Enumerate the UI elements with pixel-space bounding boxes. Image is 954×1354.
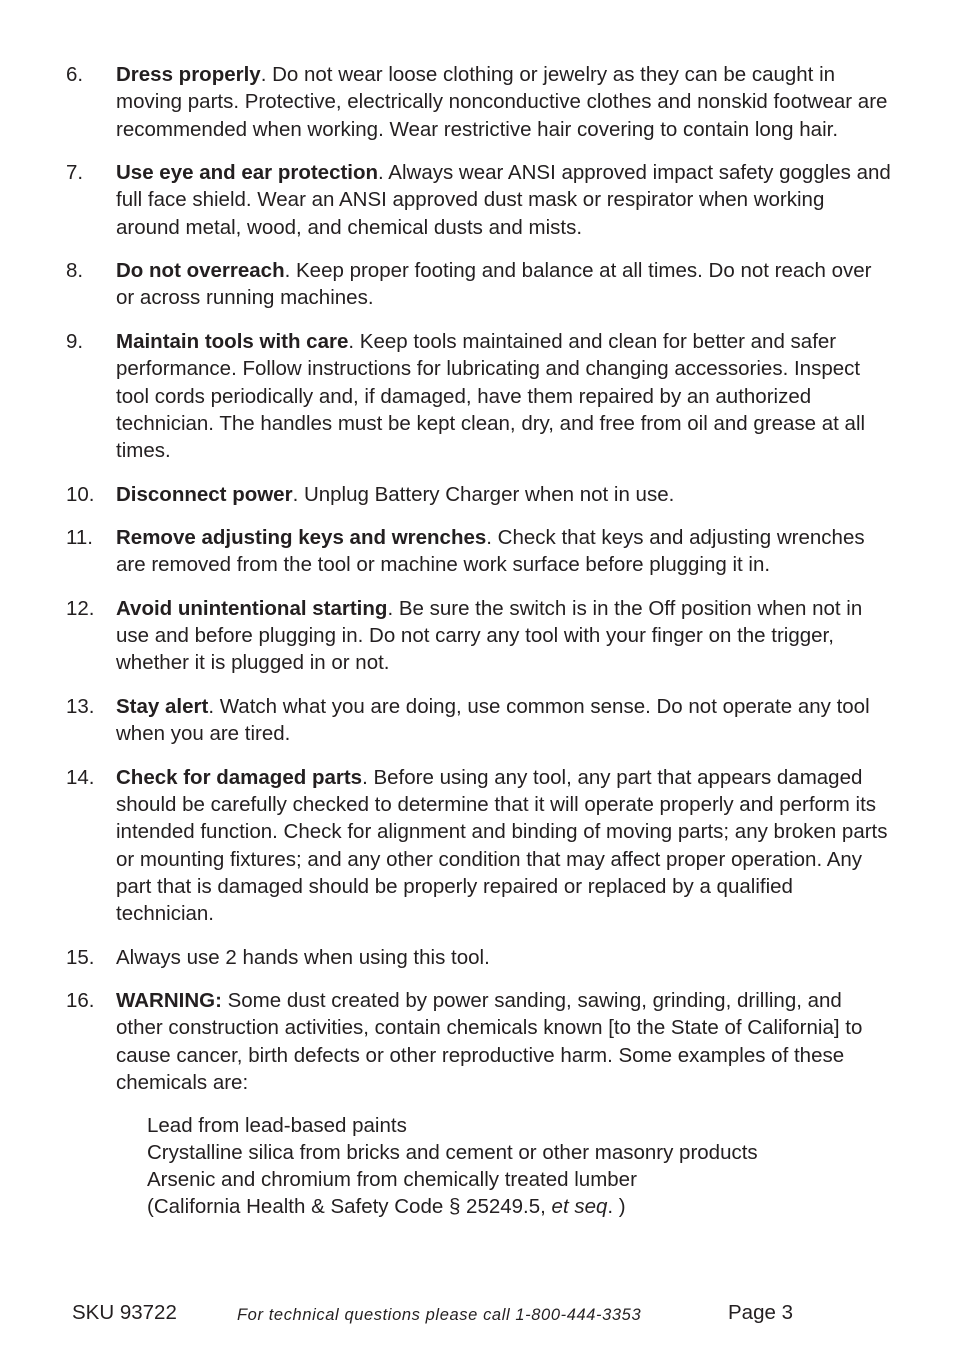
item-text: . Keep tools maintained and clean for better and safer performance. Follow instructions for lubricating and changing accessories. Inspect tool cords periodically and, if damaged, have them repaired by an authorized technician. The handles must be kept clean, dry, and free from oil and grease at all times. [116,329,866,463]
technical-contact: For technical questions please call 1-800-444-3353 [237,1306,642,1324]
item-title: Stay alert [116,694,209,718]
item-text: . Unplug Battery Charger when not in use. [292,482,675,506]
item-number: 6. [66,63,84,86]
list-item-eye-ear-protection [66,159,892,241]
item-body [116,944,892,971]
item-title: Maintain tools with care [116,329,349,353]
item-title: WARNING: [116,989,222,1013]
item-body [116,328,892,464]
list-item-stay-alert [66,693,892,748]
list-item-damaged-parts [66,764,892,928]
item-number: 16. [66,989,95,1013]
page-number: Page 3 [728,1301,793,1324]
item-body [116,257,892,312]
item-body [116,481,892,508]
item-text: . Be sure the switch is in the Off position when not in use and before plugging in. Do not carry any tool with your finger on the trigger, whether it is plugged in or not. [116,596,863,675]
list-item-remove-keys [66,524,892,579]
item-number: 14. [66,765,95,789]
code-reference-prefix: (California Health & Safety Code § 25249.5, [147,1195,552,1219]
item-number: 12. [66,596,95,620]
item-text: . Always wear ANSI approved impact safety goggles and full face shield. Wear an ANSI approved dust mask or respirator when working around metal, wood, and chemical dusts and mists. [116,161,891,239]
item-number: 7. [66,161,84,185]
list-item-do-not-overreach [66,257,892,312]
item-text: . Keep proper footing and balance at all times. Do not reach over or across running machines. [116,259,872,310]
chemical-example: Crystalline silica from bricks and cement or other masonry products [147,1140,758,1164]
list-item-avoid-starting [66,595,892,677]
item-title: Dress properly [116,63,261,86]
item-body [116,524,892,579]
item-title: Remove adjusting keys and wrenches [116,526,487,550]
item-title: Avoid unintentional starting [116,596,388,620]
item-number: 15. [66,945,95,969]
item-number: 10. [66,482,95,506]
list-item-disconnect-power [66,481,892,508]
item-body [116,595,892,677]
item-body [116,764,892,928]
item-number: 8. [66,259,84,283]
item-text: . Check that keys and adjusting wrenches are removed from the tool or machine work surface before plugging it in. [116,526,865,577]
list-item-dress-properly [66,61,892,143]
item-title: Disconnect power [116,482,293,506]
chemical-examples [147,1112,892,1221]
item-number: 13. [66,694,95,718]
item-title: Do not overreach [116,259,285,283]
item-text: Always use 2 hands when using this tool. [116,945,490,969]
item-title: Check for damaged parts [116,765,363,789]
safety-instructions [66,61,892,1221]
item-title: Use eye and ear protection [116,161,379,185]
code-reference-italic: et seq [551,1195,608,1219]
item-text: Some dust created by power sanding, sawing, grinding, drilling, and other construction activities, contain chemicals known [to the State of California] to cause cancer, birth defects or other reproductive harm. Some examples of these chemicals are: [116,989,863,1095]
code-reference-suffix: . ) [607,1195,626,1219]
item-number: 11. [66,526,93,550]
item-body [116,987,892,1096]
item-text: . Do not wear loose clothing or jewelry as they can be caught in moving parts. Protective, electrically nonconductive clothes and nonskid footwear are recommended when working. Wear restrictive hair covering to contain long hair. [116,63,888,141]
chemical-example: Arsenic and chromium from chemically treated lumber [147,1168,637,1192]
item-body [116,159,892,241]
item-text: . Watch what you are doing, use common sense. Do not operate any tool when you are tired. [116,694,870,746]
item-number: 9. [66,329,84,353]
page-footer [0,1301,954,1331]
item-body [116,693,892,748]
code-reference [147,1193,892,1220]
item-body [116,61,892,143]
sku-number: SKU 93722 [72,1301,177,1324]
chemical-example: Lead from lead-based paints [147,1113,407,1137]
list-item-warning [66,987,892,1096]
item-text: . Before using any tool, any part that appears damaged should be carefully checked to determine that it will operate properly and perform its intended function. Check for alignment and binding of moving parts; any broken parts or mounting fixtures; and any other condition that may affect proper operation. Any part that is damaged should be properly repaired or replaced by a qualified technician. [116,765,888,926]
list-item-maintain-tools [66,328,892,464]
list-item-two-hands [66,944,892,971]
